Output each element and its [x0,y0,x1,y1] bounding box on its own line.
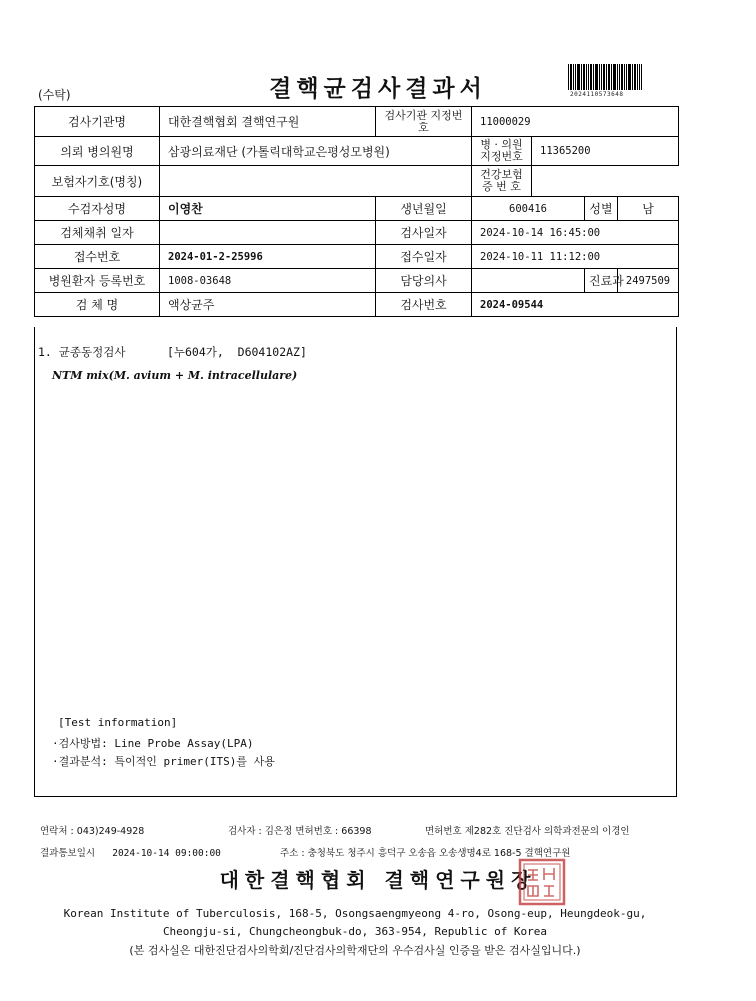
reg-label: 병원환자 등록번호 [35,269,160,293]
recv-label: 접수일자 [376,245,472,269]
patient-label: 수검자성명 [35,197,160,221]
dept-value: 2497509 [618,269,679,293]
specimen-value: 액상균주 [160,293,376,317]
inst-code-value: 11000029 [472,107,679,137]
contact: 연락처 : 043)249-4928 [40,826,145,837]
req-value: 삼광의료재단 (가톨릭대학교은평성모병원) [160,137,472,166]
test-no-label: 검사번호 [376,293,472,317]
patient-value: 이영찬 [160,197,376,221]
test-info-title: [Test information] [58,716,178,729]
official-seal [518,858,566,906]
tester: 검사자 : 김은정 면허번호 : 66398 [228,826,372,837]
row-specimen [35,293,679,317]
sex-value: 남 [618,197,679,221]
inst-value: 대한결핵협회 결핵연구원 [160,107,376,137]
test-date-label: 검사일자 [376,221,472,245]
english-address-line1: Korean Institute of Tuberculosis, 168-5, Osongsaengmyeong 4-ro, Osong-eup, Heungdeok-gu, [63,907,647,920]
test-date-value: 2024-10-14 16:45:00 [472,221,679,245]
address: 주소 : 충청북도 청주시 흥덕구 오송읍 오송생명4로 168-5 결핵연구원 [280,848,571,859]
doctor-value [472,269,585,293]
test-analysis: ·결과분석: 특이적인 primer(ITS)를 사용 [52,755,275,768]
row-registration [35,269,679,293]
sex-label: 성별 [585,197,618,221]
dob-label: 생년월일 [376,197,472,221]
row-institution [35,107,679,137]
acc-value: 2024-01-2-25996 [160,245,376,269]
health-value [532,166,679,197]
collect-label: 검체채취 일자 [35,221,160,245]
health-label: 건강보험 증 번 호 [472,166,532,197]
inst-label: 검사기관명 [35,107,160,137]
doctor-license: 면허번호 제282호 진단검사 의학과전문의 이경인 [425,826,630,837]
document-title: 결핵균검사결과서 [269,75,487,102]
recv-value: 2024-10-11 11:12:00 [472,245,679,269]
notify-datetime: 결과통보일시 2024-10-14 09:00:00 [40,848,221,859]
institute-director: 대한결핵협회 결핵연구원장 [219,868,537,892]
inst-code-label: 검사기관 지정번호 [376,107,472,137]
row-collection [35,221,679,245]
specimen-label: 검 체 명 [35,293,160,317]
acc-label: 접수번호 [35,245,160,269]
dob-value: 600416 [472,197,585,221]
certification-note: (본 검사실은 대한진단검사의학회/진단검사의학재단의 우수검사실 인증을 받은 검사실입니다.) [129,944,581,957]
dept-label: 진료과 [585,269,618,293]
req-code-label: 병 · 의원 지정번호 [472,137,532,166]
english-address-line2: Cheongju-si, Chungcheongbuk-do, 363-954, Republic of Korea [162,925,548,938]
barcode [568,64,642,90]
insurer-label: 보험자기호(명칭) [35,166,160,197]
test-method: ·검사방법: Line Probe Assay(LPA) [52,737,254,750]
insurer-value [160,166,472,197]
info-table [34,106,679,317]
row-patient [35,197,679,221]
row-insurer [35,166,679,197]
barcode-number: 2024110573648 [570,91,624,98]
collect-value [160,221,376,245]
test-no-value: 2024-09544 [472,293,679,317]
receipt-label: (수탁) [38,88,71,102]
result-finding: NTM mix(M. avium + M. intracellulare) [52,369,298,382]
test-item-line: 1. 균종동정검사 [누604가, D604102AZ] [38,345,307,359]
row-requester [35,137,679,166]
reg-value: 1008-03648 [160,269,376,293]
doctor-label: 담당의사 [376,269,472,293]
row-accession [35,245,679,269]
req-code-value: 11365200 [532,137,679,166]
req-label: 의뢰 병의원명 [35,137,160,166]
